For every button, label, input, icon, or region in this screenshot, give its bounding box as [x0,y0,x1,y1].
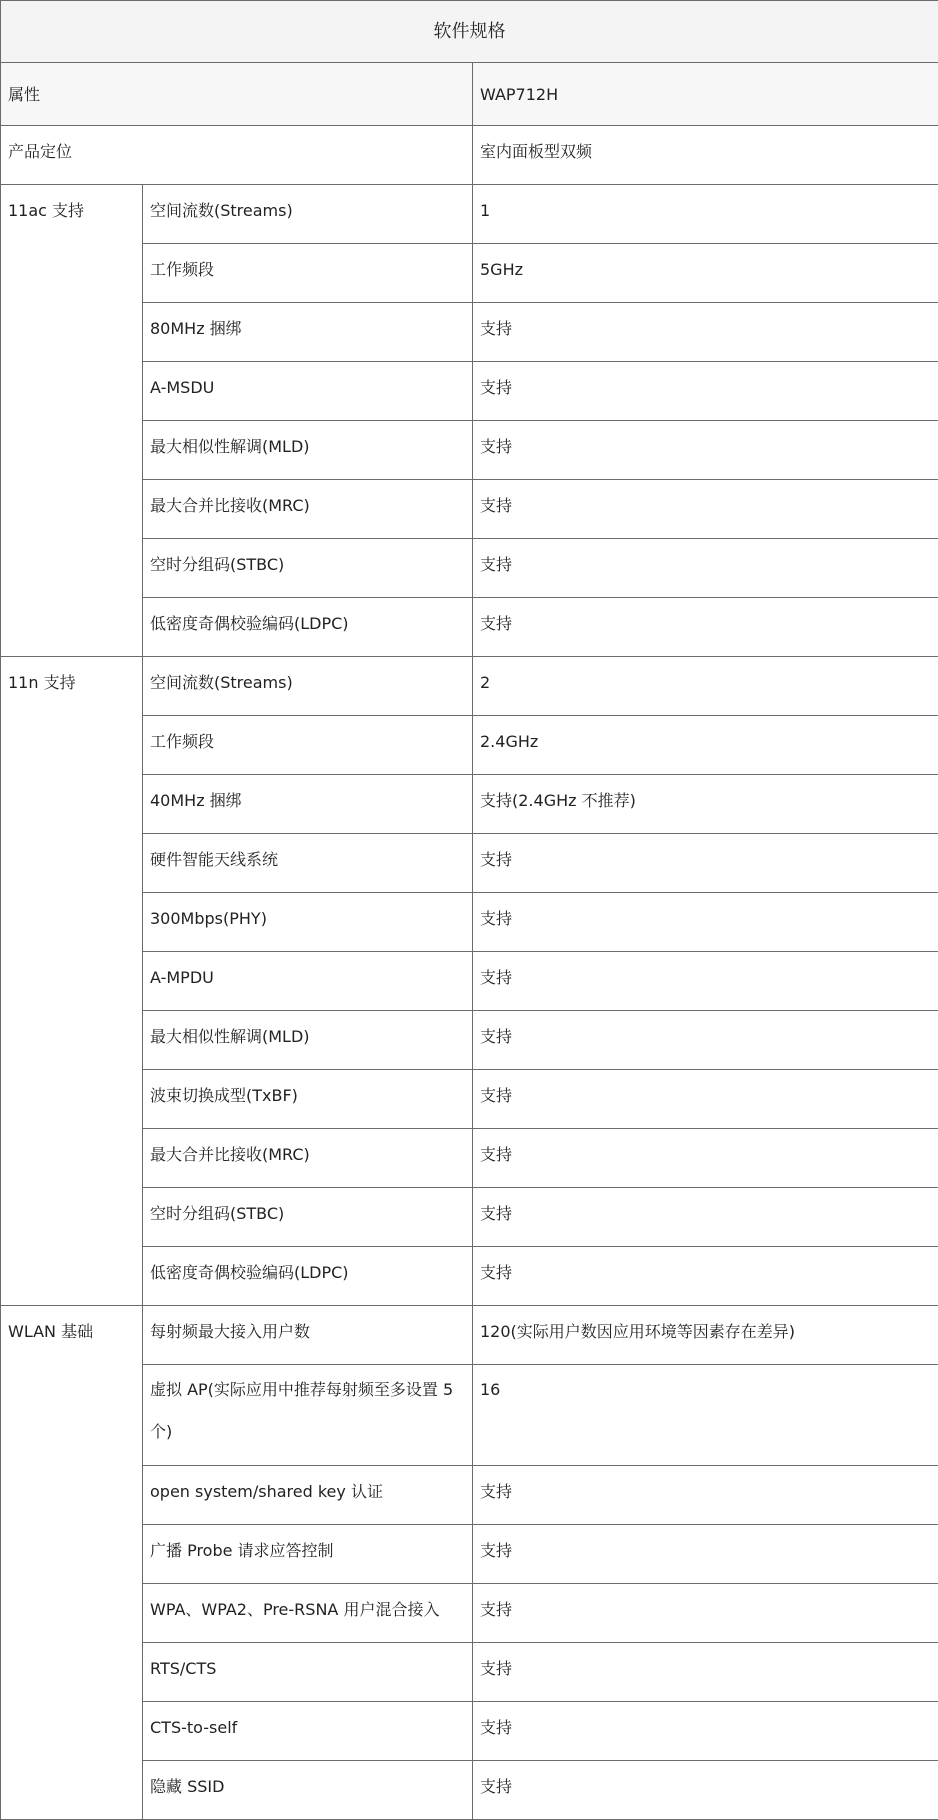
feature-cell: CTS-to-self [143,1702,473,1761]
feature-cell: 低密度奇偶校验编码(LDPC) [143,1247,473,1306]
table-title: 软件规格 [1,1,938,63]
feature-cell: 广播 Probe 请求应答控制 [143,1525,473,1584]
positioning-label: 产品定位 [1,126,473,185]
header-attribute: 属性 [1,63,473,126]
value-cell: 支持 [473,1070,938,1129]
value-cell: 2 [473,657,938,716]
feature-cell: 最大合并比接收(MRC) [143,480,473,539]
value-cell: 120(实际用户数因应用环境等因素存在差异) [473,1306,938,1365]
value-cell: 支持 [473,1525,938,1584]
feature-cell: 工作频段 [143,244,473,303]
positioning-value: 室内面板型双频 [473,126,938,185]
table-row [1,185,938,244]
value-cell: 支持 [473,421,938,480]
feature-cell: A-MPDU [143,952,473,1011]
feature-cell: A-MSDU [143,362,473,421]
value-cell: 支持 [473,539,938,598]
value-cell: 支持 [473,1584,938,1643]
value-cell: 支持 [473,480,938,539]
value-cell: 支持 [473,1247,938,1306]
feature-cell: 空间流数(Streams) [143,185,473,244]
feature-cell: 硬件智能天线系统 [143,834,473,893]
value-cell: 支持 [473,1011,938,1070]
value-cell: 支持 [473,893,938,952]
feature-cell: 虚拟 AP(实际应用中推荐每射频至多设置 5 个) [143,1365,473,1466]
feature-cell: WPA、WPA2、Pre-RSNA 用户混合接入 [143,1584,473,1643]
table-row [1,657,938,716]
group-name: 11ac 支持 [1,185,143,657]
value-cell: 支持 [473,1643,938,1702]
value-cell: 支持 [473,362,938,421]
feature-cell: 最大相似性解调(MLD) [143,421,473,480]
value-cell: 支持 [473,303,938,362]
header-model: WAP712H [473,63,938,126]
value-cell: 支持 [473,1129,938,1188]
value-cell: 16 [473,1365,938,1466]
value-cell: 支持 [473,1761,938,1820]
value-cell: 支持 [473,598,938,657]
feature-cell: 40MHz 捆绑 [143,775,473,834]
feature-cell: RTS/CTS [143,1643,473,1702]
value-cell: 2.4GHz [473,716,938,775]
value-cell: 1 [473,185,938,244]
feature-cell: 隐藏 SSID [143,1761,473,1820]
group-name: WLAN 基础 [1,1306,143,1820]
group-name: 11n 支持 [1,657,143,1306]
feature-cell: 空时分组码(STBC) [143,1188,473,1247]
value-cell: 支持 [473,1466,938,1525]
feature-cell: 空间流数(Streams) [143,657,473,716]
feature-cell: 80MHz 捆绑 [143,303,473,362]
feature-cell: open system/shared key 认证 [143,1466,473,1525]
feature-cell: 最大相似性解调(MLD) [143,1011,473,1070]
value-cell: 5GHz [473,244,938,303]
feature-cell: 最大合并比接收(MRC) [143,1129,473,1188]
feature-cell: 波束切换成型(TxBF) [143,1070,473,1129]
feature-cell: 每射频最大接入用户数 [143,1306,473,1365]
feature-cell: 300Mbps(PHY) [143,893,473,952]
value-cell: 支持 [473,1188,938,1247]
feature-cell: 低密度奇偶校验编码(LDPC) [143,598,473,657]
value-cell: 支持 [473,1702,938,1761]
feature-cell: 空时分组码(STBC) [143,539,473,598]
feature-cell: 工作频段 [143,716,473,775]
table-row [1,1306,938,1365]
value-cell: 支持 [473,834,938,893]
value-cell: 支持 [473,952,938,1011]
value-cell: 支持(2.4GHz 不推荐) [473,775,938,834]
